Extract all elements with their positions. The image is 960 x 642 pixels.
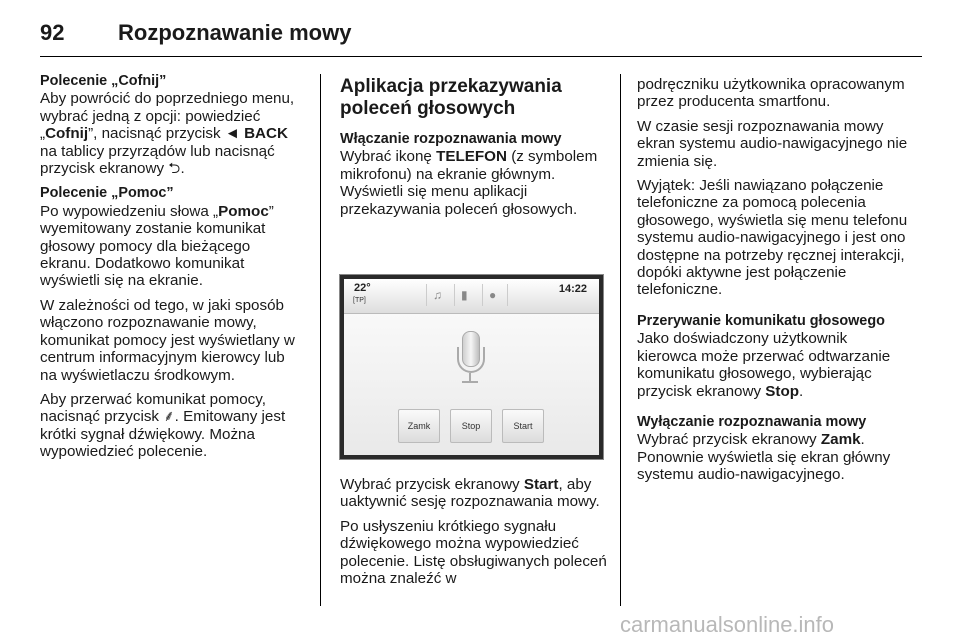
disable-text-2: . Ponownie wyświetla się ekran główny systemu audio-nawigacyjnego. <box>637 431 891 484</box>
column-right <box>637 76 909 491</box>
disable-heading: Wyłączanie rozpoznawania mowy <box>637 413 867 430</box>
start-text-1: Wybrać przycisk ekranowy <box>340 476 524 493</box>
after-signal-paragraph: Po usłyszeniu krótkiego sygnału dźwiękowego można wypowiedzieć polecenie. Listę obsługiwanych poleceń można znaleźć w <box>340 517 607 588</box>
page-title: Rozpoznawanie mowy <box>118 20 352 45</box>
screen-temperature: 22° <box>354 282 371 294</box>
interrupt-help-text-2: . Emitowany jest krótki sygnał dźwiękowy. Można wypowiedzieć polecenie. <box>40 408 286 461</box>
header-divider <box>40 56 922 57</box>
section-heading: Aplikacja przekazywania poleceń głosowych <box>340 76 562 119</box>
help-display-paragraph: W zależności od tego, w jaki sposób włączono rozpoznawanie mowy, komunikat pomocy jest wyświetlany w centrum informacyjnym kierowcy lub na wyświetlaczu środkowym. <box>40 296 295 384</box>
watermark: carmanualsonline.info <box>620 612 835 637</box>
page-header <box>40 14 922 54</box>
cofnij-text-3: na tablicy przyrządów lub nacisnąć przycisk ekranowy <box>40 142 275 178</box>
session-paragraph: W czasie sesji rozpoznawania mowy ekran systemu audio-nawigacyjnego nie zmienia się. <box>637 117 908 170</box>
music-icon[interactable]: ♫ <box>426 284 451 306</box>
enable-heading: Włączanie rozpoznawania mowy <box>340 131 562 147</box>
cofnij-text-2: ”, nacisnąć przycisk <box>88 125 225 143</box>
pomoc-text-1: Po wypowiedzeniu słowa „ <box>40 202 219 220</box>
column-divider-1 <box>320 74 321 606</box>
column-middle <box>340 76 605 225</box>
steering-voice-icon: ⸙ <box>163 408 175 426</box>
back-arrow-icon: ⮌ <box>168 160 181 178</box>
phone-icon[interactable]: ▮ <box>454 284 479 306</box>
exception-paragraph: Wyjątek: Jeśli nawiązano połączenie telefoniczne za pomocą polecenia głosowego, wyświetla się menu telefonu systemu audio-nawigacyjnego i jest ono dostępne na potrzeby ręcznej interakcji, dopóki aktywne jest połączenie telefoniczne. <box>637 177 908 299</box>
zamk-word: Zamk <box>820 431 861 449</box>
cofnij-word: Cofnij <box>45 125 89 143</box>
column-divider-2 <box>620 74 621 606</box>
interrupt-help-text-1: Aby przerwać komunikat pomocy, nacisnąć przycisk <box>40 390 266 426</box>
microphone-icon <box>456 331 484 387</box>
pomoc-word: Pomoc <box>218 202 269 220</box>
stop-word: Stop <box>765 382 800 400</box>
pomoc-heading: Polecenie „Pomoc” <box>40 185 174 202</box>
interrupt-heading: Przerywanie komunikatu głosowego <box>637 312 885 329</box>
screen-clock: 14:22 <box>558 283 587 295</box>
stop-screen-button[interactable]: Stop <box>450 409 492 443</box>
screen-tp-indicator: [TP] <box>353 297 366 304</box>
cofnij-end: . <box>180 160 185 178</box>
screen-display <box>344 279 599 455</box>
column-left <box>40 72 305 468</box>
column-middle-lower <box>340 476 608 594</box>
screen-figure <box>339 274 604 460</box>
disable-text-1: Wybrać przycisk ekranowy <box>637 431 821 449</box>
start-text-2: , aby uaktywnić sesję rozpoznawania mowy. <box>340 476 600 511</box>
telefon-word: TELEFON <box>436 148 507 166</box>
start-screen-button[interactable]: Start <box>502 409 544 443</box>
pomoc-text-2: ” wyemitowany zostanie komunikat głosowy pomocy dla bieżącego ekranu. Dodatkowo komunikat wyświetli się na ekranie. <box>40 202 274 290</box>
page-number: 92 <box>40 20 65 45</box>
back-button-label: ◄ BACK <box>224 125 288 143</box>
enable-text-1: Wybrać ikonę <box>340 148 437 166</box>
cofnij-text-1: Aby powrócić do poprzedniego menu, wybrać jedną z opcji: powiedzieć „ <box>40 90 295 143</box>
zamk-screen-button[interactable]: Zamk <box>398 409 440 443</box>
screen-status-bar <box>344 279 599 314</box>
radio-icon[interactable]: ● <box>482 284 508 306</box>
enable-text-2: (z symbolem mikrofonu) na ekranie głównym. Wyświetli się menu aplikacji przekazywania poleceń głosowych. <box>340 148 598 218</box>
cofnij-heading: Polecenie „Cofnij” <box>40 73 167 89</box>
manual-paragraph: podręczniku użytkownika opracowanym przez producenta smartfonu. <box>637 76 905 111</box>
start-word: Start <box>523 476 559 493</box>
interrupt-end: . <box>799 382 804 400</box>
interrupt-text: Jako doświadczony użytkownik kierowca może przerwać odtwarzanie komunikatu głosowego, wybierając przycisk ekranowy <box>637 330 891 400</box>
